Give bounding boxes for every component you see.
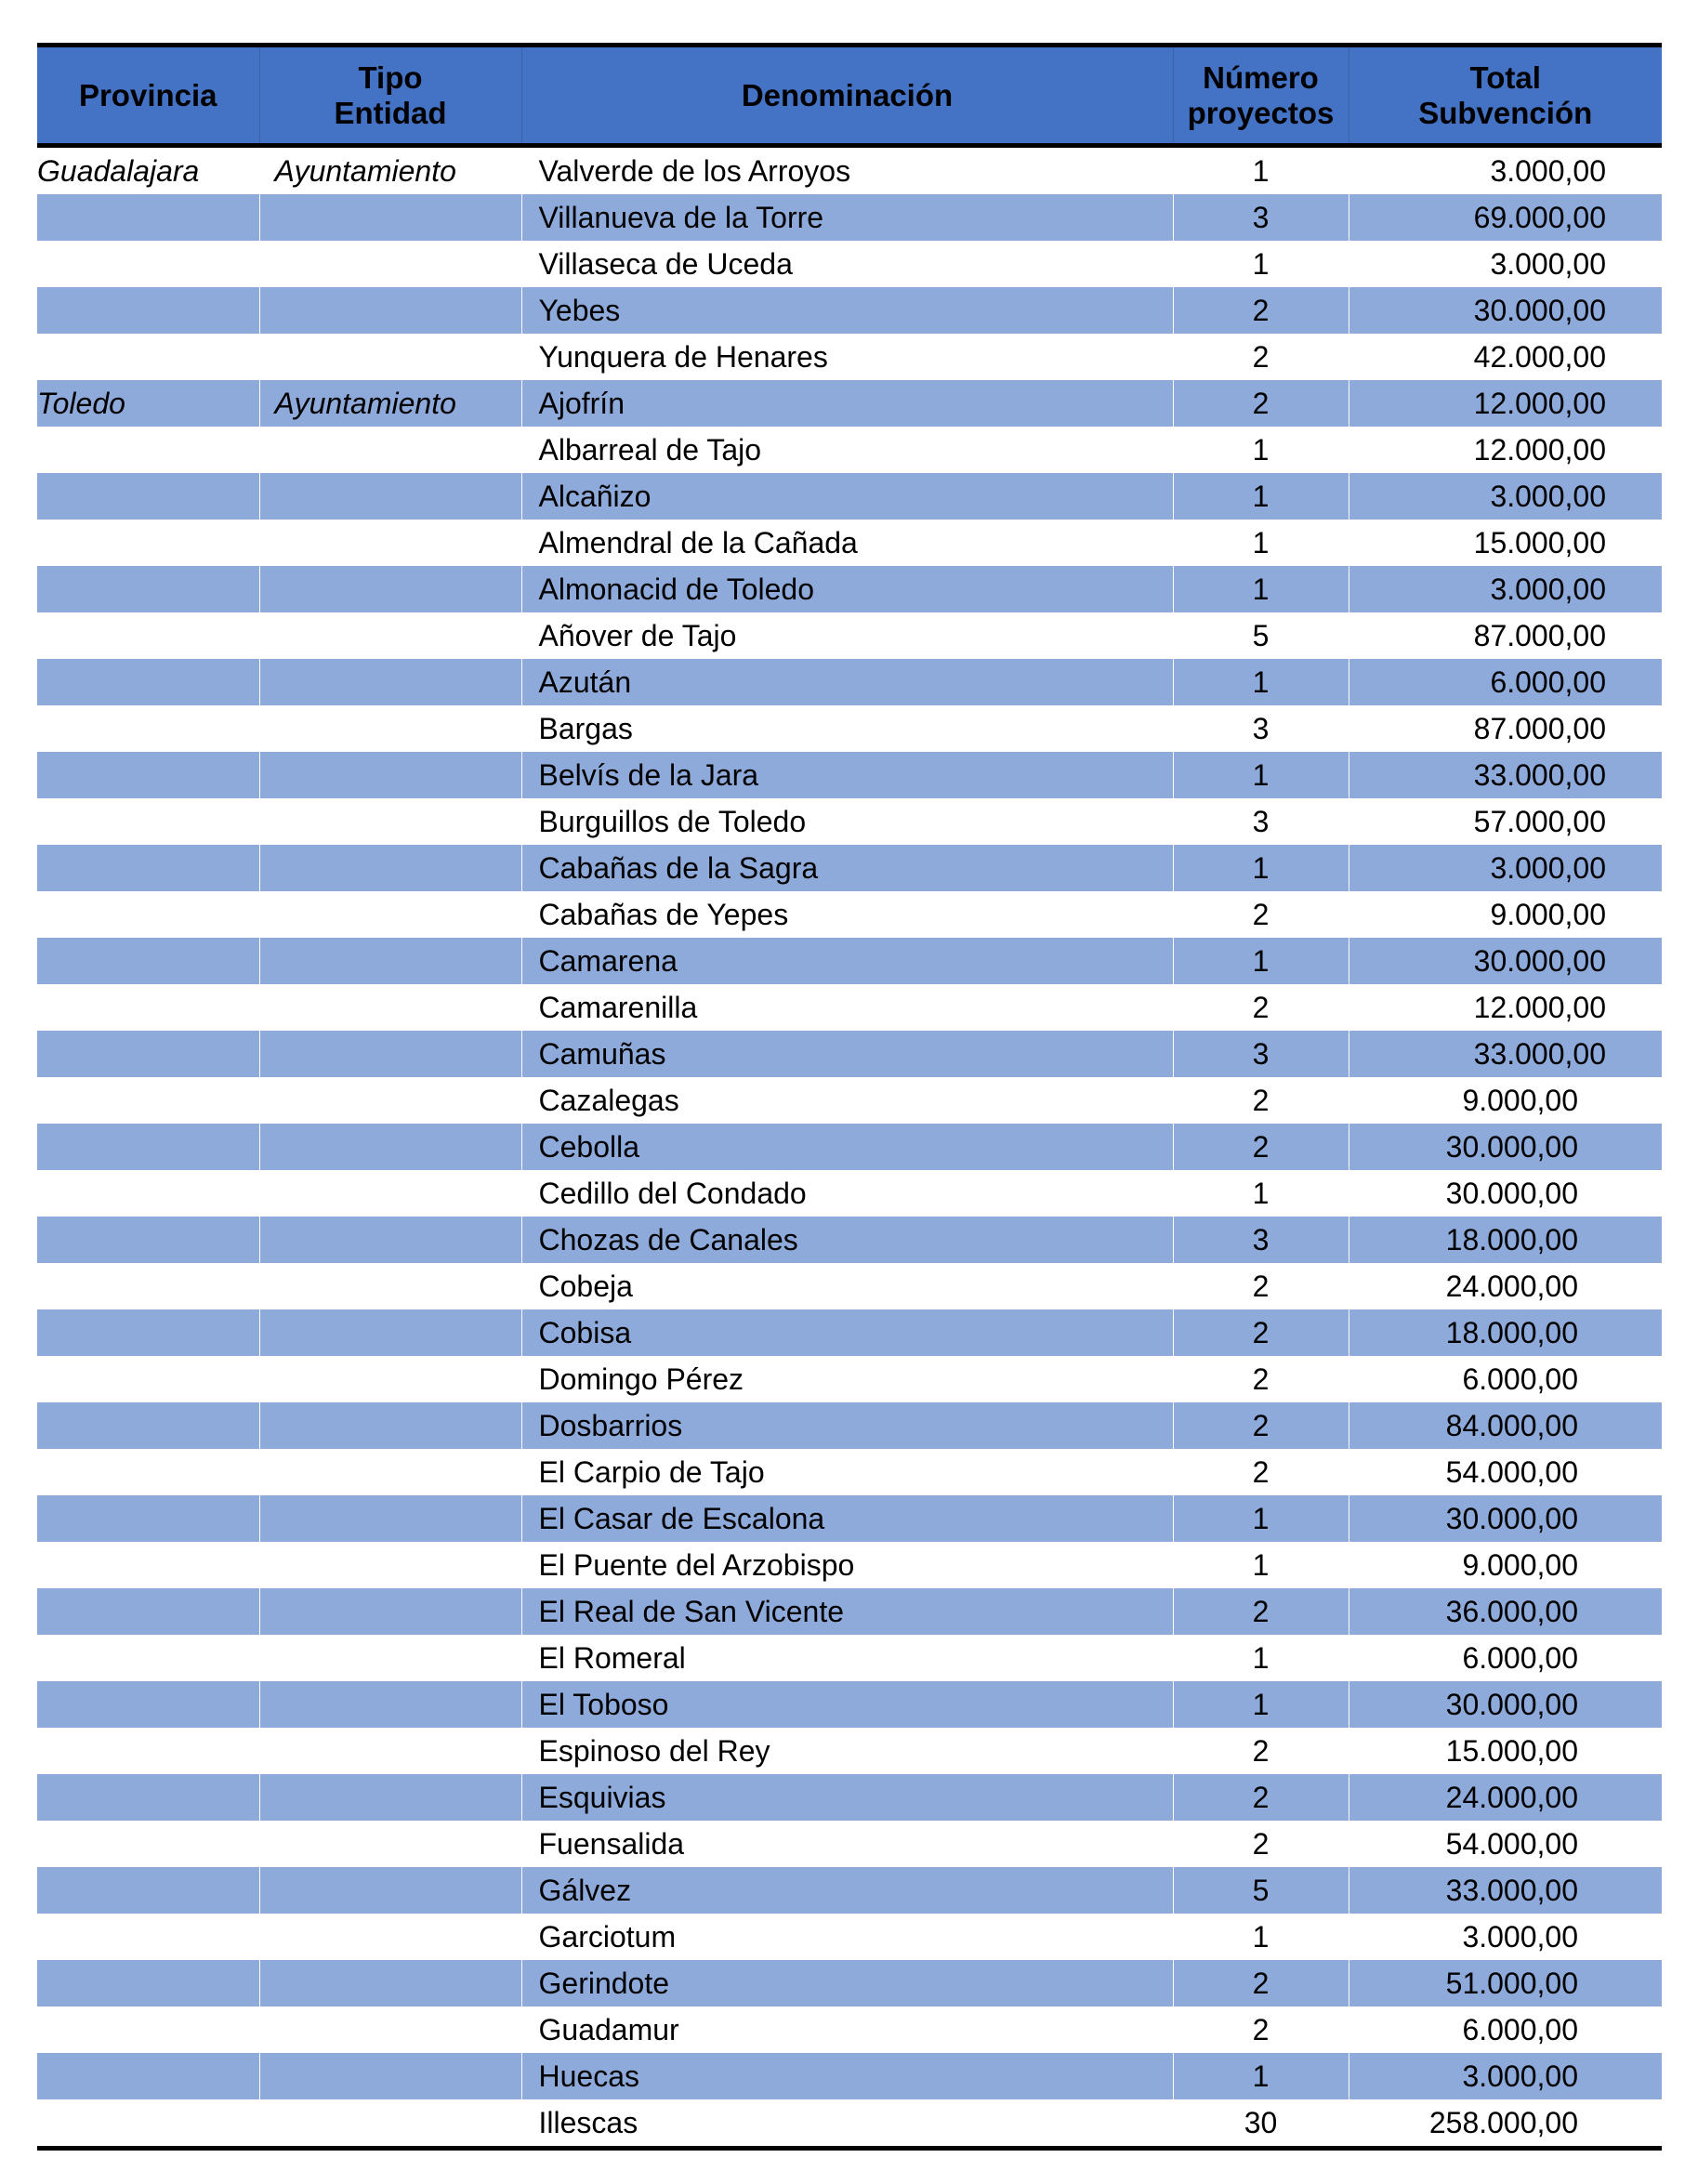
cell-provincia: [37, 287, 259, 334]
table-row: [37, 427, 1662, 473]
cell-tipo-entidad: [259, 705, 521, 752]
cell-denominacion: Cedillo del Condado: [521, 1170, 1173, 1217]
table-row: [37, 1402, 1662, 1449]
cell-total-subvencion: 24.000,00: [1349, 1774, 1662, 1821]
cell-provincia: [37, 891, 259, 938]
cell-denominacion: Camuñas: [521, 1031, 1173, 1077]
cell-provincia: [37, 1774, 259, 1821]
cell-numero-proyectos: 2: [1173, 1356, 1349, 1402]
table-row: [37, 2099, 1662, 2149]
cell-denominacion: Yunquera de Henares: [521, 334, 1173, 380]
cell-total-subvencion: 24.000,00: [1349, 1263, 1662, 1309]
table-row: [37, 1124, 1662, 1170]
cell-tipo-entidad: [259, 1495, 521, 1542]
cell-tipo-entidad: [259, 1774, 521, 1821]
cell-total-subvencion: 9.000,00: [1349, 1077, 1662, 1124]
cell-tipo-entidad: [259, 1031, 521, 1077]
cell-provincia: [37, 659, 259, 705]
cell-provincia: [37, 1588, 259, 1635]
table-row: [37, 566, 1662, 612]
cell-denominacion: Camarena: [521, 938, 1173, 984]
table-row: [37, 1588, 1662, 1635]
table-row: [37, 798, 1662, 845]
table-row: [37, 752, 1662, 798]
cell-total-subvencion: 18.000,00: [1349, 1217, 1662, 1263]
cell-numero-proyectos: 1: [1173, 520, 1349, 566]
table-row: [37, 1635, 1662, 1681]
cell-denominacion: Camarenilla: [521, 984, 1173, 1031]
cell-tipo-entidad: [259, 1681, 521, 1728]
cell-provincia: [37, 241, 259, 287]
cell-numero-proyectos: 1: [1173, 1170, 1349, 1217]
cell-denominacion: Domingo Pérez: [521, 1356, 1173, 1402]
cell-provincia: [37, 1542, 259, 1588]
cell-numero-proyectos: 5: [1173, 612, 1349, 659]
cell-provincia: [37, 2099, 259, 2149]
cell-denominacion: Alcañizo: [521, 473, 1173, 520]
table-row: [37, 334, 1662, 380]
cell-numero-proyectos: 1: [1173, 938, 1349, 984]
cell-numero-proyectos: 2: [1173, 984, 1349, 1031]
cell-provincia: Guadalajara: [37, 154, 200, 188]
cell-tipo-entidad: Ayuntamiento: [259, 146, 521, 195]
cell-denominacion: Almonacid de Toledo: [521, 566, 1173, 612]
table-row: [37, 1263, 1662, 1309]
cell-denominacion: El Casar de Escalona: [521, 1495, 1173, 1542]
cell-provincia: [37, 334, 259, 380]
cell-provincia: [37, 566, 259, 612]
cell-numero-proyectos: 2: [1173, 891, 1349, 938]
cell-numero-proyectos: 1: [1173, 241, 1349, 287]
table-row: [37, 287, 1662, 334]
cell-numero-proyectos: 2: [1173, 1077, 1349, 1124]
cell-total-subvencion: 9.000,00: [1349, 891, 1662, 938]
cell-numero-proyectos: 2: [1173, 1821, 1349, 1867]
cell-numero-proyectos: 1: [1173, 1914, 1349, 1960]
cell-provincia: [37, 1309, 259, 1356]
cell-total-subvencion: 12.000,00: [1349, 984, 1662, 1031]
table-row: [37, 1728, 1662, 1774]
cell-numero-proyectos: 2: [1173, 1774, 1349, 1821]
cell-total-subvencion: 33.000,00: [1349, 752, 1662, 798]
header-tipo-entidad: Tipo Entidad: [259, 46, 521, 146]
cell-tipo-entidad: [259, 1124, 521, 1170]
cell-total-subvencion: 3.000,00: [1349, 566, 1662, 612]
table-row: [37, 1681, 1662, 1728]
cell-numero-proyectos: 3: [1173, 1031, 1349, 1077]
cell-total-subvencion: 12.000,00: [1349, 427, 1662, 473]
cell-total-subvencion: 12.000,00: [1349, 380, 1662, 427]
table-row: [37, 845, 1662, 891]
cell-tipo-entidad: [259, 194, 521, 241]
cell-numero-proyectos: 5: [1173, 1867, 1349, 1914]
cell-numero-proyectos: 1: [1173, 659, 1349, 705]
table-row: [37, 1542, 1662, 1588]
cell-numero-proyectos: 1: [1173, 566, 1349, 612]
cell-denominacion: Illescas: [521, 2099, 1173, 2149]
cell-denominacion: Espinoso del Rey: [521, 1728, 1173, 1774]
cell-total-subvencion: 30.000,00: [1349, 938, 1662, 984]
cell-tipo-entidad: [259, 1449, 521, 1495]
cell-total-subvencion: 30.000,00: [1349, 1495, 1662, 1542]
cell-total-subvencion: 15.000,00: [1349, 520, 1662, 566]
table-row: [37, 520, 1662, 566]
header-numero-proyectos: Número proyectos: [1173, 46, 1349, 146]
cell-total-subvencion: 51.000,00: [1349, 1960, 1662, 2006]
cell-tipo-entidad: [259, 2053, 521, 2099]
cell-denominacion: Belvís de la Jara: [521, 752, 1173, 798]
cell-numero-proyectos: 2: [1173, 1309, 1349, 1356]
table-row: [37, 1170, 1662, 1217]
table-row: [37, 1495, 1662, 1542]
cell-provincia: [37, 1914, 259, 1960]
cell-numero-proyectos: 2: [1173, 287, 1349, 334]
cell-provincia: [37, 1495, 259, 1542]
cell-tipo-entidad: [259, 1588, 521, 1635]
cell-numero-proyectos: 2: [1173, 1728, 1349, 1774]
cell-numero-proyectos: 3: [1173, 798, 1349, 845]
cell-numero-proyectos: 1: [1173, 1495, 1349, 1542]
cell-total-subvencion: 3.000,00: [1349, 1914, 1662, 1960]
cell-numero-proyectos: 2: [1173, 1402, 1349, 1449]
cell-total-subvencion: 9.000,00: [1349, 1542, 1662, 1588]
cell-provincia: [37, 2053, 259, 2099]
cell-denominacion: Bargas: [521, 705, 1173, 752]
table-row: [37, 380, 1662, 427]
cell-numero-proyectos: 3: [1173, 705, 1349, 752]
cell-tipo-entidad: [259, 334, 521, 380]
cell-tipo-entidad: [259, 2006, 521, 2053]
cell-provincia: [37, 1124, 259, 1170]
header-denominacion: Denominación: [521, 46, 1173, 146]
cell-tipo-entidad: [259, 520, 521, 566]
cell-tipo-entidad: [259, 1960, 521, 2006]
cell-denominacion: Gerindote: [521, 1960, 1173, 2006]
cell-provincia: [37, 1449, 259, 1495]
cell-tipo-entidad: [259, 1170, 521, 1217]
cell-provincia: [37, 612, 259, 659]
cell-provincia: [37, 1170, 259, 1217]
cell-numero-proyectos: 1: [1173, 1635, 1349, 1681]
table-row: [37, 1309, 1662, 1356]
cell-numero-proyectos: 2: [1173, 1263, 1349, 1309]
cell-numero-proyectos: 1: [1173, 146, 1349, 195]
cell-provincia: [37, 1263, 259, 1309]
cell-tipo-entidad: [259, 798, 521, 845]
table-row: [37, 146, 1662, 195]
cell-numero-proyectos: 2: [1173, 334, 1349, 380]
cell-denominacion: El Carpio de Tajo: [521, 1449, 1173, 1495]
cell-total-subvencion: 33.000,00: [1349, 1031, 1662, 1077]
subsidy-table: [37, 43, 1662, 2151]
cell-total-subvencion: 258.000,00: [1349, 2099, 1662, 2149]
cell-total-subvencion: 84.000,00: [1349, 1402, 1662, 1449]
cell-tipo-entidad: [259, 1914, 521, 1960]
cell-total-subvencion: 6.000,00: [1349, 2006, 1662, 2053]
cell-numero-proyectos: 2: [1173, 1124, 1349, 1170]
table-row: [37, 2006, 1662, 2053]
cell-tipo-entidad: [259, 984, 521, 1031]
cell-denominacion: Garciotum: [521, 1914, 1173, 1960]
cell-denominacion: Cazalegas: [521, 1077, 1173, 1124]
cell-provincia: [37, 1728, 259, 1774]
cell-provincia: [37, 2006, 259, 2053]
cell-total-subvencion: 3.000,00: [1349, 2053, 1662, 2099]
cell-provincia: [37, 1031, 259, 1077]
cell-tipo-entidad: [259, 1402, 521, 1449]
cell-provincia: [37, 798, 259, 845]
cell-numero-proyectos: 1: [1173, 427, 1349, 473]
cell-provincia: [37, 1960, 259, 2006]
table-row: [37, 705, 1662, 752]
cell-denominacion: El Puente del Arzobispo: [521, 1542, 1173, 1588]
cell-provincia: [37, 1821, 259, 1867]
cell-denominacion: Gálvez: [521, 1867, 1173, 1914]
cell-total-subvencion: 36.000,00: [1349, 1588, 1662, 1635]
cell-tipo-entidad: [259, 845, 521, 891]
cell-numero-proyectos: 30: [1173, 2099, 1349, 2149]
cell-numero-proyectos: 1: [1173, 1542, 1349, 1588]
table-header: [37, 46, 1662, 146]
cell-provincia: [37, 520, 259, 566]
cell-tipo-entidad: [259, 1217, 521, 1263]
cell-provincia: [37, 845, 259, 891]
cell-denominacion: Cabañas de la Sagra: [521, 845, 1173, 891]
cell-numero-proyectos: 2: [1173, 1449, 1349, 1495]
cell-provincia: [37, 1681, 259, 1728]
cell-total-subvencion: 57.000,00: [1349, 798, 1662, 845]
cell-denominacion: Añover de Tajo: [521, 612, 1173, 659]
table-row: [37, 938, 1662, 984]
cell-denominacion: Azután: [521, 659, 1173, 705]
cell-tipo-entidad: [259, 241, 521, 287]
cell-total-subvencion: 33.000,00: [1349, 1867, 1662, 1914]
cell-tipo-entidad: [259, 1821, 521, 1867]
cell-total-subvencion: 18.000,00: [1349, 1309, 1662, 1356]
cell-provincia: [37, 752, 259, 798]
cell-provincia: [37, 705, 259, 752]
table-row: [37, 1217, 1662, 1263]
cell-denominacion: Cobeja: [521, 1263, 1173, 1309]
cell-denominacion: Cabañas de Yepes: [521, 891, 1173, 938]
cell-tipo-entidad: [259, 1356, 521, 1402]
cell-provincia: [37, 1867, 259, 1914]
cell-provincia: [37, 938, 259, 984]
table-row: [37, 1867, 1662, 1914]
cell-numero-proyectos: 1: [1173, 1681, 1349, 1728]
cell-total-subvencion: 87.000,00: [1349, 612, 1662, 659]
table-row: [37, 1960, 1662, 2006]
cell-tipo-entidad: [259, 938, 521, 984]
cell-tipo-entidad: [259, 659, 521, 705]
cell-denominacion: Almendral de la Cañada: [521, 520, 1173, 566]
cell-total-subvencion: 30.000,00: [1349, 1124, 1662, 1170]
cell-tipo-entidad: [259, 891, 521, 938]
cell-total-subvencion: 3.000,00: [1349, 473, 1662, 520]
cell-denominacion: Villaseca de Uceda: [521, 241, 1173, 287]
cell-denominacion: Dosbarrios: [521, 1402, 1173, 1449]
cell-numero-proyectos: 2: [1173, 2006, 1349, 2053]
cell-denominacion: Guadamur: [521, 2006, 1173, 2053]
cell-denominacion: Chozas de Canales: [521, 1217, 1173, 1263]
cell-provincia: [37, 194, 259, 241]
cell-denominacion: Valverde de los Arroyos: [521, 146, 1173, 195]
cell-total-subvencion: 30.000,00: [1349, 1681, 1662, 1728]
cell-provincia: [37, 473, 259, 520]
cell-total-subvencion: 3.000,00: [1349, 241, 1662, 287]
cell-denominacion: Fuensalida: [521, 1821, 1173, 1867]
cell-tipo-entidad: [259, 1542, 521, 1588]
cell-denominacion: El Toboso: [521, 1681, 1173, 1728]
header-total-subvencion: Total Subvención: [1349, 46, 1662, 146]
cell-provincia: [37, 1402, 259, 1449]
table-row: [37, 1077, 1662, 1124]
cell-denominacion: Cobisa: [521, 1309, 1173, 1356]
cell-total-subvencion: 15.000,00: [1349, 1728, 1662, 1774]
cell-provincia: [37, 1635, 259, 1681]
cell-total-subvencion: 69.000,00: [1349, 194, 1662, 241]
table-row: [37, 241, 1662, 287]
cell-tipo-entidad: [259, 427, 521, 473]
cell-denominacion: Villanueva de la Torre: [521, 194, 1173, 241]
cell-denominacion: Albarreal de Tajo: [521, 427, 1173, 473]
cell-tipo-entidad: Ayuntamiento: [259, 380, 521, 427]
table-row: [37, 984, 1662, 1031]
cell-provincia: [37, 427, 259, 473]
cell-provincia: [37, 1077, 259, 1124]
cell-tipo-entidad: [259, 1077, 521, 1124]
cell-total-subvencion: 3.000,00: [1349, 845, 1662, 891]
cell-tipo-entidad: [259, 566, 521, 612]
cell-denominacion: Burguillos de Toledo: [521, 798, 1173, 845]
cell-numero-proyectos: 2: [1173, 380, 1349, 427]
header-row: [37, 46, 1662, 146]
cell-tipo-entidad: [259, 1635, 521, 1681]
table-row: [37, 2053, 1662, 2099]
cell-total-subvencion: 6.000,00: [1349, 1356, 1662, 1402]
cell-numero-proyectos: 3: [1173, 1217, 1349, 1263]
cell-numero-proyectos: 1: [1173, 845, 1349, 891]
cell-tipo-entidad: [259, 752, 521, 798]
cell-total-subvencion: 42.000,00: [1349, 334, 1662, 380]
cell-total-subvencion: 30.000,00: [1349, 1170, 1662, 1217]
cell-denominacion: Yebes: [521, 287, 1173, 334]
cell-tipo-entidad: [259, 1309, 521, 1356]
table-row: [37, 1449, 1662, 1495]
table-row: [37, 1031, 1662, 1077]
cell-tipo-entidad: [259, 1263, 521, 1309]
cell-total-subvencion: 54.000,00: [1349, 1449, 1662, 1495]
cell-total-subvencion: 3.000,00: [1349, 146, 1662, 195]
cell-tipo-entidad: [259, 287, 521, 334]
cell-numero-proyectos: 1: [1173, 2053, 1349, 2099]
cell-tipo-entidad: [259, 1728, 521, 1774]
table-row: [37, 1821, 1662, 1867]
cell-numero-proyectos: 1: [1173, 473, 1349, 520]
cell-total-subvencion: 6.000,00: [1349, 1635, 1662, 1681]
table-row: [37, 659, 1662, 705]
cell-tipo-entidad: [259, 1867, 521, 1914]
cell-numero-proyectos: 2: [1173, 1588, 1349, 1635]
table-row: [37, 891, 1662, 938]
cell-total-subvencion: 30.000,00: [1349, 287, 1662, 334]
table-row: [37, 1914, 1662, 1960]
table-row: [37, 1356, 1662, 1402]
cell-tipo-entidad: [259, 612, 521, 659]
cell-numero-proyectos: 3: [1173, 194, 1349, 241]
table-row: [37, 1774, 1662, 1821]
cell-denominacion: Huecas: [521, 2053, 1173, 2099]
cell-numero-proyectos: 2: [1173, 1960, 1349, 2006]
cell-provincia: [37, 984, 259, 1031]
table-row: [37, 194, 1662, 241]
cell-denominacion: Ajofrín: [521, 380, 1173, 427]
table-row: [37, 612, 1662, 659]
cell-tipo-entidad: [259, 473, 521, 520]
table-body: [37, 146, 1662, 2149]
cell-total-subvencion: 87.000,00: [1349, 705, 1662, 752]
cell-denominacion: Esquivias: [521, 1774, 1173, 1821]
cell-tipo-entidad: [259, 2099, 521, 2149]
cell-total-subvencion: 54.000,00: [1349, 1821, 1662, 1867]
cell-provincia: Toledo: [37, 380, 259, 427]
cell-denominacion: Cebolla: [521, 1124, 1173, 1170]
header-provincia: Provincia: [37, 46, 259, 146]
cell-denominacion: El Romeral: [521, 1635, 1173, 1681]
cell-denominacion: El Real de San Vicente: [521, 1588, 1173, 1635]
cell-numero-proyectos: 1: [1173, 752, 1349, 798]
cell-provincia: [37, 1356, 259, 1402]
cell-total-subvencion: 6.000,00: [1349, 659, 1662, 705]
table-row: [37, 473, 1662, 520]
cell-provincia: [37, 1217, 259, 1263]
